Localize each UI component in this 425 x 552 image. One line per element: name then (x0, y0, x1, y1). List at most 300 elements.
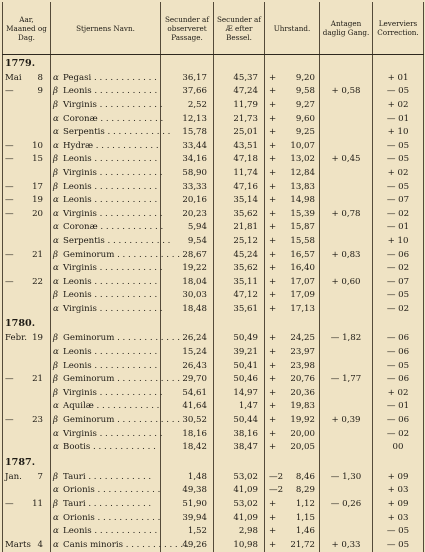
empty-cell (161, 316, 214, 332)
star-cell (51, 372, 180, 386)
correction: 00 (373, 440, 424, 454)
empty-cell (51, 316, 161, 332)
clock-sign: + (269, 374, 277, 385)
observed-seconds: 37,66 (161, 85, 214, 99)
daily-rate (320, 289, 373, 303)
star-name: Virginis (63, 99, 97, 110)
star-cell (51, 289, 161, 303)
observed-seconds: 15,78 (161, 125, 214, 139)
clock-value: 21,72 (290, 539, 315, 550)
daily-rate: + 0,58 (320, 85, 373, 99)
clock-sign: + (269, 99, 277, 110)
star-name: Leonis (63, 347, 92, 358)
date-cell (3, 166, 51, 180)
leader-dots: . . . . . . . . . . . . (96, 263, 163, 274)
daily-rate: + 0,60 (320, 275, 373, 289)
star-name: Virginis (63, 208, 97, 219)
month: Febr. (5, 333, 27, 344)
leader-dots: . . . . . . . . . . . . (91, 72, 157, 83)
clock-cell (265, 470, 320, 484)
bessel-seconds: 10,98 (214, 538, 265, 552)
observed-seconds: 30,03 (161, 289, 214, 303)
correction: + 01 (373, 71, 424, 85)
clock-sign: + (269, 235, 277, 246)
star-greek-letter: α (53, 127, 59, 138)
bessel-seconds: 41,09 (214, 484, 265, 498)
clock-cell (265, 413, 320, 427)
clock-sign: + (269, 415, 277, 426)
clock-cell (265, 261, 320, 275)
clock-value: 9,25 (295, 127, 315, 138)
empty-cell (320, 316, 373, 332)
observed-seconds: 18,04 (161, 275, 214, 289)
star-name: Leonis (63, 276, 92, 287)
star-cell (51, 511, 161, 525)
correction: — 02 (373, 207, 424, 221)
day: 8 (37, 72, 43, 83)
star-name: Serpentis (63, 235, 105, 246)
bessel-seconds: 11,79 (214, 98, 265, 112)
clock-cell (265, 139, 320, 153)
star-greek-letter: α (53, 401, 59, 412)
month: — (5, 181, 14, 192)
leader-dots: . . . . . . . . . . . . (114, 249, 180, 260)
daily-rate (320, 511, 373, 525)
ledger-page (2, 2, 423, 550)
clock-cell (265, 85, 320, 99)
day: 23 (32, 415, 43, 426)
clock-sign: + (269, 539, 277, 550)
date-cell (3, 180, 51, 194)
month: Mai (5, 72, 22, 83)
clock-cell (265, 180, 320, 194)
year-row (3, 316, 424, 332)
empty-cell (320, 454, 373, 470)
month: Marts (5, 539, 31, 550)
daily-rate (320, 125, 373, 139)
date-cell (3, 470, 51, 484)
daily-rate (320, 302, 373, 316)
star-cell (51, 85, 161, 99)
star-greek-letter: α (53, 113, 59, 124)
star-name: Leonis (63, 290, 92, 301)
correction: — 05 (373, 180, 424, 194)
clock-value: 1,46 (295, 526, 315, 537)
table-row (3, 85, 424, 99)
leader-dots: . . . . . . . . . . . . (91, 154, 158, 165)
leader-dots: . . . . . . . . . . . . (91, 195, 158, 206)
month: — (5, 195, 14, 206)
empty-cell (51, 55, 161, 72)
header-correction: Leverviers Correction. (373, 2, 424, 55)
date-cell (3, 538, 51, 552)
table-row (3, 112, 424, 126)
correction: + 10 (373, 234, 424, 248)
observed-seconds: 51,90 (161, 497, 214, 511)
clock-cell (265, 484, 320, 498)
star-cell (51, 427, 161, 441)
table-row (3, 125, 424, 139)
star-cell (51, 221, 164, 235)
clock-value: 8,46 (295, 471, 315, 482)
star-name: Virginis (63, 428, 97, 439)
star-name: Virginis (63, 387, 97, 398)
clock-value: 8,29 (295, 485, 315, 496)
day: 7 (37, 471, 43, 482)
daily-rate (320, 221, 373, 235)
clock-sign: —2 (269, 485, 284, 496)
star-greek-letter: β (53, 290, 58, 301)
clock-value: 9,20 (295, 72, 315, 83)
leader-dots: . . . . . . . . . . . . (85, 499, 152, 510)
clock-sign: + (269, 360, 277, 371)
clock-cell (265, 386, 320, 400)
clock-cell (265, 275, 320, 289)
date-cell (3, 302, 51, 316)
bessel-seconds: 47,24 (214, 85, 265, 99)
correction: — 06 (373, 413, 424, 427)
clock-value: 9,58 (295, 86, 315, 97)
star-greek-letter: β (53, 333, 58, 344)
daily-rate (320, 261, 373, 275)
clock-sign: + (269, 263, 277, 274)
day: 20 (32, 208, 43, 219)
day: 11 (32, 499, 43, 510)
correction: — 05 (373, 85, 424, 99)
month: — (5, 154, 14, 165)
daily-rate (320, 234, 373, 248)
bessel-seconds: 50,44 (214, 413, 265, 427)
bessel-seconds: 39,21 (214, 345, 265, 359)
daily-rate: + 0,83 (320, 248, 373, 262)
daily-rate (320, 139, 373, 153)
observed-seconds: 28,67 (161, 248, 214, 262)
leader-dots: . . . . . . . . . . . . (104, 127, 171, 138)
correction: — 07 (373, 275, 424, 289)
observed-seconds: 18,42 (161, 440, 214, 454)
star-name: Aquilæ (63, 401, 94, 412)
bessel-seconds: 1,47 (214, 400, 265, 414)
clock-value: 23,97 (290, 347, 315, 358)
clock-value: 17,09 (290, 290, 315, 301)
date-cell (3, 221, 51, 235)
bessel-seconds: 53,02 (214, 470, 265, 484)
table-row (3, 71, 424, 85)
star-name: Coronæ (63, 113, 98, 124)
star-greek-letter: β (53, 471, 58, 482)
date-cell (3, 248, 51, 262)
star-greek-letter: β (53, 181, 58, 192)
table-row (3, 440, 424, 454)
daily-rate (320, 386, 373, 400)
clock-value: 23,98 (290, 360, 315, 371)
bessel-seconds: 25,01 (214, 125, 265, 139)
table-row (3, 166, 424, 180)
star-name: Geminorum (63, 333, 115, 344)
star-name: Leonis (63, 86, 92, 97)
clock-sign: + (269, 181, 277, 192)
table-row (3, 511, 424, 525)
bessel-seconds: 47,18 (214, 153, 265, 167)
star-greek-letter: α (53, 428, 59, 439)
star-cell (51, 275, 161, 289)
observed-seconds: 49,26 (161, 538, 214, 552)
bessel-seconds: 25,12 (214, 234, 265, 248)
bessel-seconds: 38,47 (214, 440, 265, 454)
month: — (5, 208, 14, 219)
star-cell (51, 193, 161, 207)
header-bessel: Secunder af Æ efter Bessel. (214, 2, 265, 55)
date-cell (3, 207, 51, 221)
correction: + 09 (373, 497, 424, 511)
date-cell (3, 440, 51, 454)
clock-sign: + (269, 512, 277, 523)
correction: — 05 (373, 153, 424, 167)
observed-seconds: 39,94 (161, 511, 214, 525)
date-cell (3, 112, 51, 126)
date-cell (3, 427, 51, 441)
daily-rate (320, 440, 373, 454)
empty-cell (51, 454, 161, 470)
empty-cell (373, 454, 424, 470)
star-name: Pegasi (63, 72, 92, 83)
bessel-seconds: 21,73 (214, 112, 265, 126)
star-cell (51, 470, 161, 484)
clock-sign: + (269, 428, 277, 439)
header-rate: Antagen daglig Gang. (320, 2, 373, 55)
clock-cell (265, 112, 320, 126)
star-cell (51, 180, 161, 194)
observed-seconds: 49,38 (161, 484, 214, 498)
table-row (3, 139, 424, 153)
clock-sign: + (269, 127, 277, 138)
clock-value: 1,15 (295, 512, 315, 523)
date-cell (3, 234, 51, 248)
header-star: Stjernens Navn. (51, 2, 161, 55)
table-row (3, 275, 424, 289)
leader-dots: . . . . . . . . . . . . (93, 401, 160, 412)
date-cell (3, 71, 51, 85)
daily-rate (320, 180, 373, 194)
date-cell (3, 261, 51, 275)
year-row (3, 454, 424, 470)
daily-rate (320, 98, 373, 112)
date-cell (3, 193, 51, 207)
clock-sign: + (269, 303, 277, 314)
daily-rate: — 1,30 (320, 470, 373, 484)
clock-value: 9,60 (295, 113, 315, 124)
empty-cell (373, 316, 424, 332)
date-cell (3, 386, 51, 400)
date-cell (3, 139, 51, 153)
observed-seconds: 26,43 (161, 359, 214, 373)
star-cell (51, 153, 161, 167)
clock-sign: + (269, 499, 277, 510)
correction: — 05 (373, 359, 424, 373)
clock-sign: + (269, 140, 277, 151)
date-cell (3, 125, 51, 139)
star-greek-letter: β (53, 374, 58, 385)
clock-sign: + (269, 526, 277, 537)
leader-dots: . . . . . . . . . . . . (123, 539, 189, 550)
star-cell (51, 538, 189, 552)
correction: — 06 (373, 372, 424, 386)
star-name: Leonis (63, 360, 92, 371)
star-name: Tauri (63, 471, 86, 482)
star-greek-letter: β (53, 86, 58, 97)
correction: + 09 (373, 470, 424, 484)
clock-value: 16,40 (290, 263, 315, 274)
clock-cell (265, 511, 320, 525)
star-name: Leonis (63, 526, 92, 537)
clock-cell (265, 497, 320, 511)
month: — (5, 249, 14, 260)
star-cell (51, 207, 161, 221)
correction: + 03 (373, 484, 424, 498)
star-cell (51, 359, 161, 373)
bessel-seconds: 45,37 (214, 71, 265, 85)
clock-value: 15,58 (290, 235, 315, 246)
clock-sign: + (269, 442, 277, 453)
observed-seconds: 26,24 (161, 332, 214, 346)
star-greek-letter: β (53, 415, 58, 426)
daily-rate: — 1,82 (320, 332, 373, 346)
bessel-seconds: 53,02 (214, 497, 265, 511)
date-cell (3, 359, 51, 373)
observed-seconds: 2,52 (161, 98, 214, 112)
correction: — 01 (373, 112, 424, 126)
table-row (3, 413, 424, 427)
bessel-seconds: 45,24 (214, 248, 265, 262)
clock-sign: + (269, 195, 277, 206)
bessel-seconds: 47,16 (214, 180, 265, 194)
correction: + 02 (373, 166, 424, 180)
clock-sign: + (269, 154, 277, 165)
bessel-seconds: 38,16 (214, 427, 265, 441)
table-row (3, 234, 424, 248)
star-greek-letter: α (53, 539, 59, 550)
star-greek-letter: β (53, 167, 58, 178)
clock-value: 9,27 (295, 99, 315, 110)
clock-cell (265, 538, 320, 552)
star-greek-letter: α (53, 222, 59, 233)
correction: — 05 (373, 538, 424, 552)
date-cell (3, 413, 51, 427)
year-row (3, 55, 424, 72)
star-name: Serpentis (63, 127, 105, 138)
star-greek-letter: β (53, 499, 58, 510)
day: 21 (32, 374, 43, 385)
clock-value: 20,00 (290, 428, 315, 439)
star-name: Virginis (63, 167, 97, 178)
clock-cell (265, 345, 320, 359)
table-row (3, 538, 424, 552)
star-cell (51, 302, 161, 316)
star-name: Bootis (63, 442, 91, 453)
leader-dots: . . . . . . . . . . . . (96, 303, 163, 314)
table-row (3, 193, 424, 207)
observed-seconds: 9,54 (161, 234, 214, 248)
month: — (5, 415, 14, 426)
daily-rate (320, 359, 373, 373)
star-name: Geminorum (63, 415, 115, 426)
clock-cell (265, 359, 320, 373)
star-cell (51, 71, 161, 85)
header-date: Aar, Maaned og Dag. (3, 2, 51, 55)
bessel-seconds: 35,62 (214, 261, 265, 275)
star-greek-letter: β (53, 154, 58, 165)
leader-dots: . . . . . . . . . . . . (94, 485, 161, 496)
clock-sign: + (269, 72, 277, 83)
empty-cell (214, 454, 265, 470)
star-name: Virginis (63, 303, 97, 314)
clock-cell (265, 400, 320, 414)
date-cell (3, 289, 51, 303)
table-row (3, 497, 424, 511)
clock-value: 12,84 (290, 167, 315, 178)
clock-cell (265, 248, 320, 262)
clock-cell (265, 289, 320, 303)
leader-dots: . . . . . . . . . . . . (96, 208, 163, 219)
bessel-seconds: 35,11 (214, 275, 265, 289)
star-greek-letter: α (53, 485, 59, 496)
leader-dots: . . . . . . . . . . . . (114, 374, 180, 385)
observed-seconds: 54,61 (161, 386, 214, 400)
clock-sign: + (269, 290, 277, 301)
day: 21 (32, 249, 43, 260)
leader-dots: . . . . . . . . . . . . (91, 526, 158, 537)
month: Jan. (5, 471, 22, 482)
table-row (3, 289, 424, 303)
table-row (3, 345, 424, 359)
year-cell: 1787. (3, 454, 51, 470)
observed-seconds: 1,52 (161, 524, 214, 538)
month: — (5, 86, 14, 97)
clock-sign: + (269, 249, 277, 260)
day: 10 (32, 140, 43, 151)
header-observed: Secunder af observeret Passage. (161, 2, 214, 55)
date-cell (3, 275, 51, 289)
clock-value: 20,36 (290, 387, 315, 398)
day: 15 (32, 154, 43, 165)
table-body (3, 55, 424, 552)
star-name: Geminorum (63, 374, 115, 385)
clock-value: 20,05 (290, 442, 315, 453)
table-row (3, 470, 424, 484)
clock-sign: + (269, 222, 277, 233)
observed-seconds: 20,16 (161, 193, 214, 207)
star-name: Coronæ (63, 222, 98, 233)
correction: + 10 (373, 125, 424, 139)
clock-value: 17,07 (290, 276, 315, 287)
bessel-seconds: 47,12 (214, 289, 265, 303)
table-row (3, 359, 424, 373)
star-greek-letter: β (53, 99, 58, 110)
star-name: Tauri (63, 499, 86, 510)
correction: — 01 (373, 400, 424, 414)
clock-sign: + (269, 276, 277, 287)
daily-rate: + 0,33 (320, 538, 373, 552)
bessel-seconds: 50,46 (214, 372, 265, 386)
clock-cell (265, 302, 320, 316)
star-greek-letter: β (53, 249, 58, 260)
clock-value: 20,76 (290, 374, 315, 385)
table-row (3, 484, 424, 498)
star-greek-letter: β (53, 387, 58, 398)
observed-seconds: 36,17 (161, 71, 214, 85)
star-cell (51, 345, 161, 359)
correction: — 05 (373, 524, 424, 538)
